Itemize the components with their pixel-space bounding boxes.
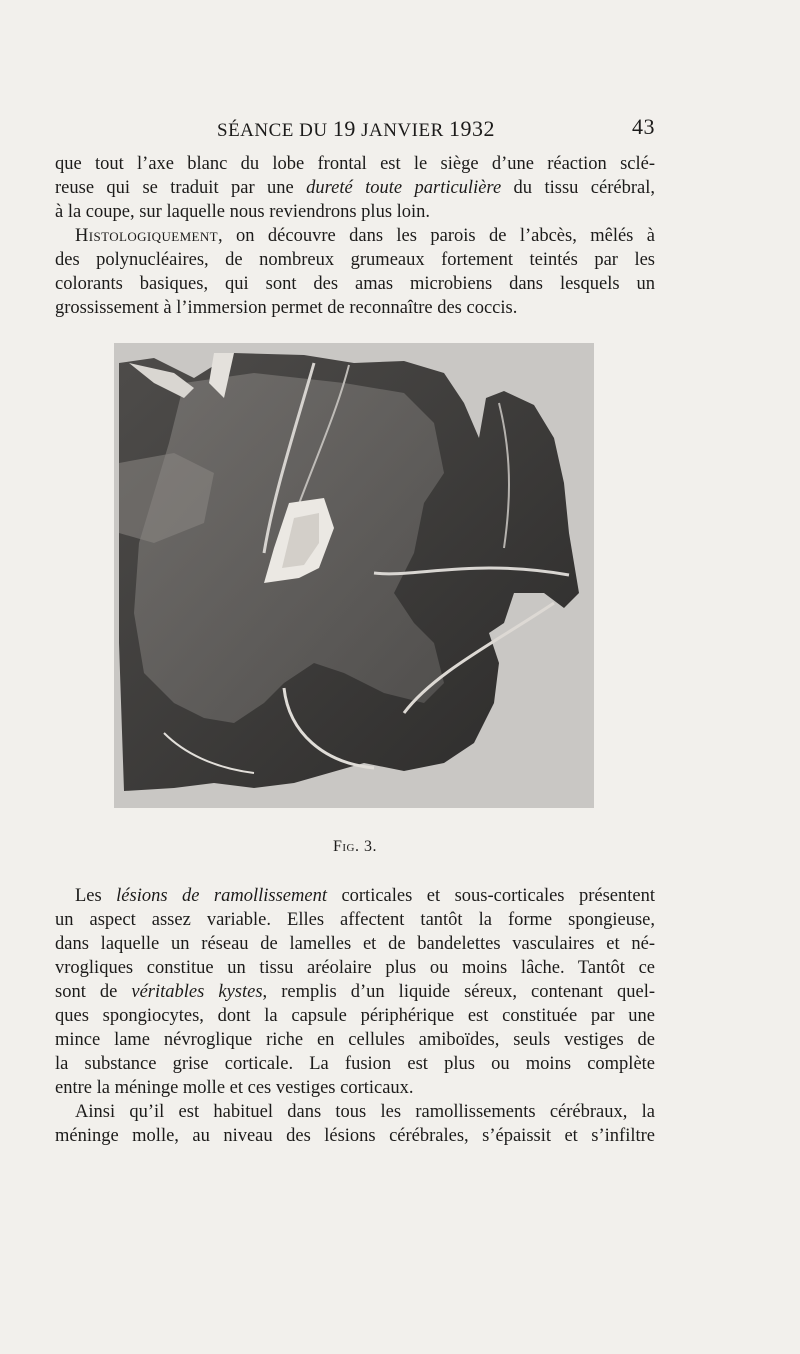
brain-section-photo <box>114 343 594 808</box>
paragraph-4 <box>55 1100 655 1148</box>
text-line: mince lame névroglique riche en cellules amiboïdes, seuls vestiges de <box>55 1030 655 1050</box>
text-line: colorants basiques, qui sont des amas microbiens dans lesquels un <box>55 274 655 294</box>
text-line: des polynucléaires, de nombreux grumeaux fortement teintés par les <box>55 250 655 270</box>
text-line: vrogliques constitue un tissu aréolaire plus ou moins lâche. Tantôt ce <box>55 958 655 978</box>
text-line: Histologiquement, on découvre dans les parois de l’abcès, mêlés à <box>75 226 655 246</box>
emphasis: lésions de ramollissement <box>116 886 327 906</box>
text-line: ques spongiocytes, dont la capsule périphérique est constituée par une <box>55 1006 655 1026</box>
running-header <box>55 112 655 142</box>
text-line: à la coupe, sur laquelle nous reviendrons plus loin. <box>55 202 431 222</box>
emphasis: dureté toute particulière <box>306 178 502 198</box>
text-line: grossissement à l’immersion permet de reconnaître des coccis. <box>55 298 518 318</box>
small-caps-lead: Histologiquement <box>75 226 219 246</box>
text-line: un aspect assez variable. Elles affectent tantôt la forme spongieuse, <box>55 910 655 930</box>
running-title-year: 1932 <box>449 116 496 141</box>
text-line: entre la méninge molle et ces vestiges corticaux. <box>55 1078 414 1098</box>
paragraph-3 <box>55 884 655 1100</box>
text-line: reuse qui se traduit par une dureté toute particulière du tissu cérébral, <box>55 178 655 198</box>
figure-brain-section <box>114 343 594 808</box>
figure-caption: Fig. 3. <box>332 838 377 855</box>
text-line: dans laquelle un réseau de lamelles et de bandelettes vasculaires et né- <box>55 934 655 954</box>
text-line: sont de véritables kystes, remplis d’un liquide séreux, contenant quel- <box>55 982 655 1002</box>
running-title: SÉANCE DU 19 JANVIER 1932 <box>217 116 496 141</box>
page-number: 43 <box>632 114 655 139</box>
text-line: la substance grise corticale. La fusion est plus ou moins complète <box>55 1054 655 1074</box>
running-title-day: 19 <box>332 116 356 141</box>
text-line: Les lésions de ramollissement corticales et sous-corticales présentent <box>75 886 655 906</box>
text-line: que tout l’axe blanc du lobe frontal est le siège d’une réaction sclé- <box>55 154 655 174</box>
text-line: méninge molle, au niveau des lésions cérébrales, s’épaissit et s’infiltre <box>55 1126 655 1146</box>
paragraph-1 <box>55 152 655 224</box>
paragraph-2 <box>55 224 655 320</box>
text-line: Ainsi qu’il est habituel dans tous les ramollissements cérébraux, la <box>75 1102 655 1122</box>
emphasis: véritables kystes <box>131 982 263 1002</box>
